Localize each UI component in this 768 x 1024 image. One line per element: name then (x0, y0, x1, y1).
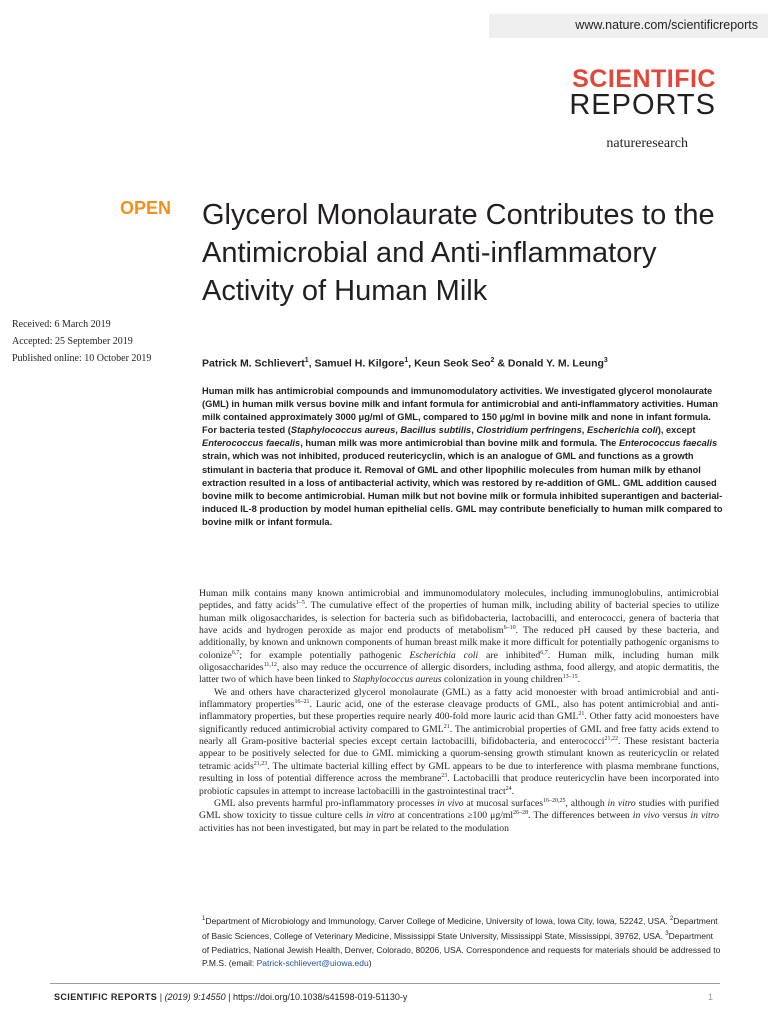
body-paragraph-2: We and others have characterized glycerol monolaurate (GML) as a fatty acid monoester with broad antimicrobial and anti-inflammatory properties$^{16-21}$. Lauric acid, one of the esterase cleavage products of GML, also has potent antimicrobial and anti-inflammatory properties, but these properties require nearly 400-fold more lauric acid than GML$^{21}$. Other fatty acid monoesters have significantly reduced antimicrobial activity compared to GML$^{21}$. The antimicrobial properties of GML and free fatty acids extend to nearly all Gram-positive bacterial species except certain lactobacilli, bifidobacteria, and enterococci$^{21,22}$. These resistant bacteria appear to be positively selected for due to GML mimicking a quorum-sensing growth stimulant known as reutericyclin or related tetramic acids$^{21,23}$. The ultimate bacterial killing effect by GML appears to be due to interference with plasma membrane functions, resulting in loss of potential difference across the membrane$^{23}$. Lactobacilli that produce reutericyclin have been incorporated into probiotic capsules in attempt to increase lactobacilli in the gastrointestinal tract$^{24}$. (199, 686, 720, 797)
citation-ref[interactable]: 16–21 (294, 698, 310, 705)
article-title: Glycerol Monolaurate Contributes to the Antimicrobial and Anti-inflammatory Activity of Human Milk (202, 199, 715, 307)
publisher-rest: research (641, 136, 688, 151)
citation-ref[interactable]: 24 (505, 785, 512, 792)
italic-term: Escherichia coli (409, 649, 479, 661)
author-affiliation-mark: 2 (490, 357, 495, 364)
body-paragraph-1: Human milk contains many known antimicrobial and immunomodulatory molecules, including immunoglobulins, antimicrobial peptides, and fatty acids$^{1-5}$. The cumulative effect of the properties of human milk, including ability of bacterial species to utilize human milk oligosaccharides, is selection for bacteria such as bifidobacteria, lactobacilli, and enterococci, genera of bacteria that have acids and hydrogen peroxide as major end products of metabolism$^{6-10}$. The reduced pH caused by these bacteria, and additionally, by known and unknown components of human breast milk make it more difficult for potentially pathogenic organisms to colonize$^{6,7}$; for example potentially pathogenic Escherichia coli are inhibited$^{6,7}$. Human milk, including human milk oligosaccharides$^{11,12}$, also may reduce the occurrence of allergic disorders, including asthma, food allergy, and atopic dermatitis, the latter two of which have been linked to Staphylococcus aureus colonization in young children$^{13-15}$. (199, 588, 719, 686)
author-affiliation-mark: 1 (404, 357, 409, 364)
author-affiliation-mark: 1 (304, 357, 309, 364)
italic-term: in vivo (632, 810, 660, 822)
author-list: Patrick M. Schlievert$^1$, Samuel H. Kilgore$^1$, Keun Seok Seo$^2$ & Donald Y. M. Leung$^3$ (202, 357, 608, 370)
author-name: Samuel H. Kilgore (314, 357, 405, 370)
citation-ref[interactable]: 21,22 (604, 735, 618, 742)
footer (54, 992, 407, 1002)
citation-ref[interactable]: 6,7 (231, 649, 240, 656)
footer-divider (50, 983, 720, 984)
species-name: Staphylococcus aureus (290, 425, 396, 436)
italic-term: in vitro (607, 797, 636, 809)
brand-logo-scientific: SCIENTIFIC (572, 65, 716, 93)
received-date: Received: 6 March 2019 (12, 319, 111, 330)
publisher-bold: nature (606, 136, 642, 151)
author-affiliation-mark: 3 (603, 357, 608, 364)
citation-ref[interactable]: 6,7 (540, 649, 548, 656)
page-number: 1 (707, 992, 713, 1002)
body-paragraph-3: GML also prevents harmful pro-inflammatory processes in vivo at mucosal surfaces$^{16-20,25}$, although in vitro studies with purified GML show toxicity to tissue culture cells in vitro at concentrations ≥100 $\mu g/ml^{26-28}$. The differences between in vivo versus in vitro activities has not been investigated, but may in part be related to the modulation (199, 797, 719, 834)
italic-term: Staphylococcus aureus (352, 674, 442, 686)
journal-url-link[interactable]: www.nature.com/scientificreports (575, 18, 758, 32)
citation-ref[interactable]: 16–20,25 (543, 797, 566, 804)
citation-ref[interactable]: 21 (443, 723, 450, 730)
correspondence-email-link[interactable]: Patrick-schlievert@uiowa.edu (256, 958, 369, 969)
abstract: Human milk has antimicrobial compounds and immunomodulatory activities. We investigated glycerol monolaurate (GML) in human milk versus bovine milk and infant formula for antimicrobial and anti-inflammatory activities. Human milk contained approximately 3000 μg/ml of GML, compared to 150 μg/ml in bovine milk and none in infant formula. For bacteria tested (Staphylococcus aureus, Bacillus subtilis, Clostridium perfringens, Escherichia coli), except Enterococcus faecalis, human milk was more antimicrobial than bovine milk and formula. The Enterococcus faecalis strain, which was not inhibited, produced reutericyclin, which is an analogue of GML and functions as a growth stimulant in bacteria that produce it. Removal of GML and other lipophilic molecules from human milk by ethanol extraction resulted in a loss of antibacterial activity, which was restored by re-addition of GML. GML addition caused bovine milk to become antimicrobial. Human milk but not bovine milk or formula inhibited superantigen and bacterial-induced IL-8 production by model human epithelial cells. GML may contribute beneficially to human milk compared to bovine milk or infant formula. (202, 386, 723, 527)
article-body (199, 588, 719, 835)
citation-ref[interactable]: 11,12 (263, 661, 277, 668)
citation-ref[interactable]: 1–5 (295, 600, 305, 607)
citation-ref[interactable]: 6–10 (503, 624, 516, 631)
published-date: Published online: 10 October 2019 (12, 353, 152, 364)
italic-term: in vitro (365, 810, 395, 822)
affiliation-mark: 1 (202, 916, 206, 922)
species-name: Enterococcus faecalis (618, 438, 718, 449)
footer-citation: (2019) 9:14550 (164, 992, 226, 1002)
author-name: Patrick M. Schlievert (202, 357, 305, 370)
citation-ref[interactable]: 26–28 (513, 809, 529, 816)
accepted-date: Accepted: 25 September 2019 (12, 336, 133, 347)
affiliation-mark: 3 (665, 931, 669, 938)
citation-ref[interactable]: 13–15 (562, 674, 578, 681)
italic-term: in vitro (690, 810, 719, 822)
brand-logo-reports: REPORTS (569, 89, 716, 121)
affiliation-mark: 2 (669, 916, 674, 922)
open-access-label: OPEN (120, 198, 172, 218)
footer-doi-link[interactable]: | https://doi.org/10.1038/s41598-019-51130-y (225, 992, 408, 1002)
species-name: Escherichia coli (586, 425, 658, 436)
species-name: Clostridium perfringens (476, 425, 582, 436)
affiliations: $^1$Department of Microbiology and Immunology, Carver College of Medicine, University of Iowa, Iowa City, Iowa, 52242, USA. $^2$Department of Basic Sciences, College of Veterinary Medicine, Mississippi State University, Mississippi State, Mississippi, 39762, USA. $^3$Department of Pediatrics, National Jewish Health, Denver, Colorado, 80206, USA. Correspondence and requests for materials should be addressed to P.M.S. (email: Patrick-schlievert@uiowa.edu) (202, 915, 721, 969)
footer-journal: SCIENTIFIC REPORTS (54, 992, 158, 1002)
article-dates (12, 316, 151, 367)
citation-ref[interactable]: 21,23 (253, 760, 268, 767)
citation-ref[interactable]: 23 (441, 772, 448, 779)
species-name: Bacillus subtilis (400, 425, 472, 436)
publisher-logo (606, 136, 688, 152)
italic-term: in vivo (437, 797, 464, 809)
citation-ref[interactable]: 21 (578, 711, 585, 718)
footer-separator: | (157, 992, 165, 1002)
author-name: Keun Seok Seo (414, 357, 491, 370)
author-name: Donald Y. M. Leung (507, 357, 604, 370)
species-name: Enterococcus faecalis (202, 438, 301, 449)
